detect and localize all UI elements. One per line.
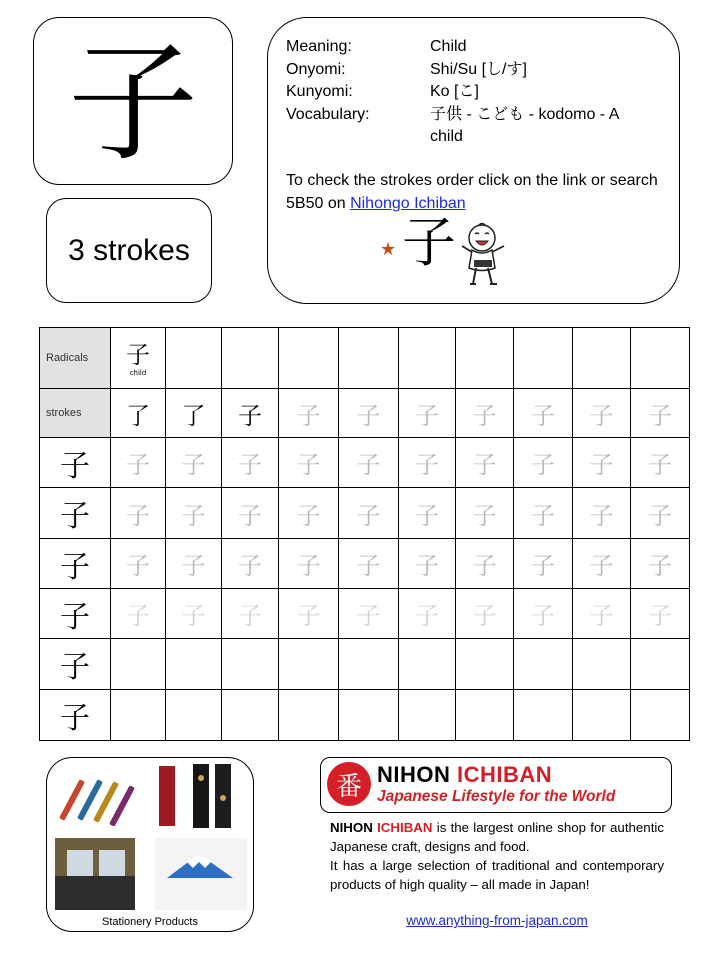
- practice-cell[interactable]: [279, 488, 339, 539]
- trace-kanji: 子: [648, 552, 672, 580]
- empty-cell[interactable]: [222, 328, 279, 389]
- practice-cell[interactable]: [456, 639, 514, 690]
- info-value: Shi/Su [し/す]: [430, 60, 527, 78]
- trace-kanji: 子: [181, 602, 206, 630]
- practice-cell[interactable]: [339, 539, 399, 589]
- mascot-kanji: 子: [402, 211, 456, 274]
- stroke-order-instructions: [286, 170, 666, 215]
- trace-kanji: 子: [415, 451, 439, 479]
- practice-cell[interactable]: [111, 639, 166, 690]
- shop-description-text: is the largest online shop for authentic Japanese craft, designs and food.: [330, 820, 664, 854]
- radical-kanji: 子: [126, 341, 150, 369]
- instructions-text: To check the strokes order click on the link or search 5B50 on: [286, 172, 658, 212]
- stationery-photo-collage: [47, 758, 254, 916]
- radical-cell: [111, 328, 166, 389]
- logo-mark-icon: 番: [327, 762, 371, 806]
- practice-row: [40, 488, 690, 539]
- trace-kanji: 子: [589, 401, 614, 430]
- practice-cell[interactable]: [573, 438, 631, 488]
- practice-row: [40, 639, 690, 690]
- practice-cell[interactable]: [399, 589, 456, 639]
- empty-cell[interactable]: [339, 328, 399, 389]
- practice-cell[interactable]: [222, 690, 279, 741]
- model-kanji-cell: [40, 539, 111, 589]
- stroke-count-label: 3 strokes: [68, 233, 190, 267]
- shop-url-link[interactable]: www.anything-from-japan.com: [406, 913, 588, 928]
- trace-kanji: 子: [589, 451, 614, 479]
- trace-kanji: 子: [415, 552, 439, 580]
- trace-kanji: 子: [356, 451, 381, 479]
- trace-kanji: 子: [356, 401, 381, 430]
- info-value: Ko [こ]: [430, 83, 479, 100]
- practice-cell[interactable]: [339, 438, 399, 488]
- trace-kanji: 子: [415, 401, 439, 430]
- model-kanji-cell: [40, 690, 111, 741]
- practice-row: [40, 589, 690, 639]
- practice-cell[interactable]: [399, 690, 456, 741]
- practice-grid: [39, 327, 690, 741]
- stroke-step: 了: [126, 401, 150, 430]
- stroke-step: 了: [181, 401, 206, 430]
- practice-cell[interactable]: [111, 438, 166, 488]
- practice-cell[interactable]: [166, 690, 222, 741]
- trace-kanji: 子: [238, 451, 262, 479]
- practice-cell[interactable]: [339, 639, 399, 690]
- info-value: 子供 - こども - kodomo - A child: [430, 105, 619, 145]
- trace-kanji: 子: [181, 451, 206, 479]
- trace-kanji: 子: [356, 552, 381, 580]
- practice-cell[interactable]: [222, 488, 279, 539]
- info-key: Meaning:: [286, 38, 352, 55]
- stroke-step-cell: [279, 389, 339, 438]
- practice-cell[interactable]: [339, 690, 399, 741]
- pens-icon: [59, 779, 135, 827]
- practice-cell[interactable]: [573, 589, 631, 639]
- practice-cell[interactable]: [631, 488, 690, 539]
- practice-row: [40, 438, 690, 488]
- practice-cell[interactable]: [166, 438, 222, 488]
- practice-cell[interactable]: [399, 539, 456, 589]
- practice-cell[interactable]: [573, 488, 631, 539]
- strokes-row: [40, 389, 690, 438]
- practice-cell[interactable]: [456, 589, 514, 639]
- empty-cell[interactable]: [166, 328, 222, 389]
- stroke-step-cell: [111, 389, 166, 438]
- practice-cell[interactable]: [631, 639, 690, 690]
- model-kanji: 子: [60, 499, 90, 534]
- radicals-label: Radicals: [40, 328, 111, 389]
- stroke-step-cell: [456, 389, 514, 438]
- shop-description: [330, 818, 664, 894]
- practice-row: [40, 539, 690, 589]
- strokes-label: strokes: [40, 389, 111, 438]
- shop-url-container: [330, 913, 664, 928]
- nihon-ichiban-logo[interactable]: [320, 757, 672, 813]
- shop-name-black: NIHON: [330, 820, 378, 835]
- practice-cell[interactable]: [456, 539, 514, 589]
- trace-kanji: 子: [472, 451, 497, 479]
- trace-kanji: 子: [589, 602, 614, 630]
- practice-cell[interactable]: [166, 539, 222, 589]
- empty-cell[interactable]: [514, 328, 573, 389]
- trace-kanji: 子: [472, 602, 497, 630]
- stroke-step-cell: [166, 389, 222, 438]
- practice-cell[interactable]: [514, 488, 573, 539]
- practice-cell[interactable]: [111, 589, 166, 639]
- kanji-character: 子: [67, 27, 198, 179]
- practice-cell[interactable]: [222, 539, 279, 589]
- practice-cell[interactable]: [339, 488, 399, 539]
- model-kanji: 子: [60, 599, 90, 635]
- practice-cell[interactable]: [514, 539, 573, 589]
- empty-cell[interactable]: [631, 328, 690, 389]
- trace-kanji: 子: [472, 552, 497, 580]
- star-icon: ★: [380, 239, 397, 259]
- trace-kanji: 子: [648, 602, 672, 630]
- kanji-info-card: [267, 17, 680, 304]
- practice-cell[interactable]: [279, 690, 339, 741]
- model-kanji-cell: [40, 589, 111, 639]
- trace-kanji: 子: [648, 401, 672, 430]
- practice-cell[interactable]: [631, 438, 690, 488]
- stroke-step-cell: [573, 389, 631, 438]
- practice-cell[interactable]: [222, 639, 279, 690]
- stroke-step-cell: [631, 389, 690, 438]
- radical-meaning: child: [129, 369, 147, 377]
- practice-cell[interactable]: [222, 438, 279, 488]
- trace-kanji: 子: [181, 552, 206, 580]
- trace-kanji: 子: [126, 552, 150, 580]
- info-key: Onyomi:: [286, 60, 346, 78]
- nihongo-ichiban-link[interactable]: Nihongo Ichiban: [350, 194, 466, 212]
- trace-kanji: 子: [531, 602, 555, 630]
- practice-cell[interactable]: [514, 589, 573, 639]
- practice-cell[interactable]: [166, 488, 222, 539]
- baby-mascot-icon: [458, 220, 518, 290]
- model-kanji-cell: [40, 639, 111, 690]
- trace-kanji: 子: [415, 501, 439, 530]
- image-caption: Stationery Products: [102, 916, 198, 928]
- trace-kanji: 子: [531, 552, 555, 580]
- trace-kanji: 子: [472, 401, 497, 430]
- shop-name-red: ICHIBAN: [377, 820, 433, 835]
- practice-cell[interactable]: [456, 690, 514, 741]
- trace-kanji: 子: [531, 501, 555, 530]
- practice-cell[interactable]: [111, 488, 166, 539]
- trace-kanji: 子: [126, 602, 150, 630]
- trace-kanji: 子: [472, 501, 497, 530]
- trace-kanji: 子: [589, 501, 614, 530]
- practice-cell[interactable]: [631, 589, 690, 639]
- practice-cell[interactable]: [279, 539, 339, 589]
- model-kanji-cell: [40, 438, 111, 488]
- practice-cell[interactable]: [631, 690, 690, 741]
- black-box-icon: [193, 764, 209, 828]
- practice-cell[interactable]: [279, 639, 339, 690]
- trace-kanji: 子: [589, 552, 614, 580]
- trace-kanji: 子: [531, 401, 555, 430]
- empty-cell[interactable]: [399, 328, 456, 389]
- info-value: Child: [430, 38, 467, 55]
- stroke-step-cell: [339, 389, 399, 438]
- model-kanji: 子: [60, 448, 90, 484]
- practice-cell[interactable]: [399, 438, 456, 488]
- practice-cell[interactable]: [514, 690, 573, 741]
- shop-description-text-2: It has a large selection of traditional and contemporary products of high quality – all made in Japan!: [330, 858, 664, 892]
- trace-kanji: 子: [296, 401, 321, 430]
- practice-cell[interactable]: [573, 639, 631, 690]
- logo-title: [377, 762, 552, 788]
- trace-kanji: 子: [238, 602, 262, 630]
- trace-kanji: 子: [415, 602, 439, 630]
- stroke-step: 子: [238, 401, 262, 430]
- kanji-card: [33, 17, 233, 185]
- practice-cell[interactable]: [166, 639, 222, 690]
- info-key: Kunyomi:: [286, 83, 353, 100]
- stroke-step-cell: [514, 389, 573, 438]
- empty-cell[interactable]: [573, 328, 631, 389]
- practice-cell[interactable]: [339, 589, 399, 639]
- practice-cell[interactable]: [399, 639, 456, 690]
- trace-kanji: 子: [296, 602, 321, 630]
- mascot: [380, 211, 520, 294]
- stroke-step-cell: [222, 389, 279, 438]
- practice-cell[interactable]: [456, 488, 514, 539]
- trace-kanji: 子: [648, 501, 672, 530]
- model-kanji: 子: [60, 701, 90, 736]
- empty-cell[interactable]: [456, 328, 514, 389]
- practice-row: [40, 690, 690, 741]
- trace-kanji: 子: [531, 451, 555, 479]
- empty-cell[interactable]: [279, 328, 339, 389]
- logo-title-black: NIHON: [377, 762, 457, 787]
- logo-title-red: ICHIBAN: [457, 762, 553, 787]
- practice-cell[interactable]: [111, 690, 166, 741]
- practice-cell[interactable]: [111, 539, 166, 589]
- model-kanji: 子: [60, 549, 90, 585]
- info-key: Vocabulary:: [286, 105, 370, 123]
- model-kanji-cell: [40, 488, 111, 539]
- practice-cell[interactable]: [279, 438, 339, 488]
- trace-kanji: 子: [296, 451, 321, 479]
- trace-kanji: 子: [238, 552, 262, 580]
- practice-cell[interactable]: [514, 438, 573, 488]
- trace-kanji: 子: [181, 501, 206, 530]
- model-kanji: 子: [60, 650, 90, 685]
- trace-kanji: 子: [356, 501, 381, 530]
- stroke-step-cell: [399, 389, 456, 438]
- trace-kanji: 子: [126, 501, 150, 530]
- practice-cell[interactable]: [456, 438, 514, 488]
- trace-kanji: 子: [648, 451, 672, 479]
- radicals-row: [40, 328, 690, 389]
- trace-kanji: 子: [296, 552, 321, 580]
- red-box-icon: [159, 766, 175, 826]
- practice-cell[interactable]: [573, 539, 631, 589]
- stroke-count-card: [46, 198, 212, 303]
- practice-cell[interactable]: [166, 589, 222, 639]
- practice-cell[interactable]: [222, 589, 279, 639]
- practice-cell[interactable]: [279, 589, 339, 639]
- practice-cell[interactable]: [514, 639, 573, 690]
- trace-kanji: 子: [296, 501, 321, 530]
- trace-kanji: 子: [238, 501, 262, 530]
- practice-cell[interactable]: [399, 488, 456, 539]
- trace-kanji: 子: [356, 602, 381, 630]
- trace-kanji: 子: [126, 451, 150, 479]
- practice-cell[interactable]: [631, 539, 690, 589]
- logo-tagline: Japanese Lifestyle for the World: [377, 788, 616, 805]
- practice-cell[interactable]: [573, 690, 631, 741]
- stationery-products-image[interactable]: [46, 757, 254, 932]
